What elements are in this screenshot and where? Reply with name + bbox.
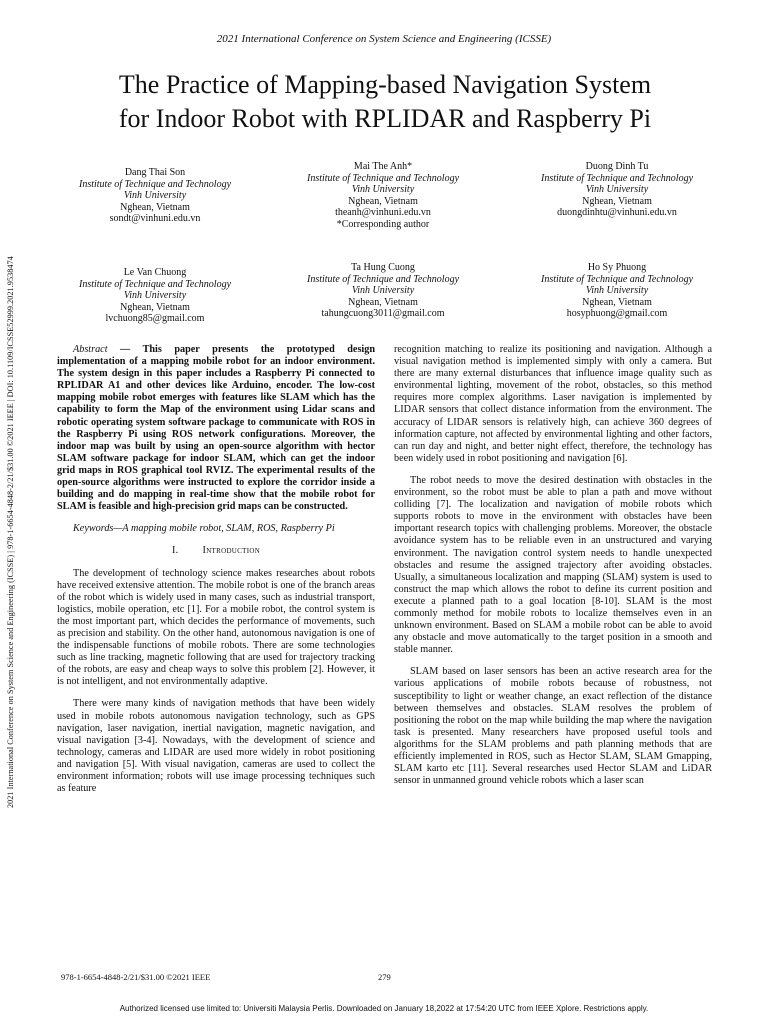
author-block-1 [50,167,260,225]
body-paragraph: There were many kinds of navigation methods that have been widely used in mobile robots autonomous navigation technology, such as GPS navigation, laser navigation, inertial navigation, magnetic navigation, and visual navigation [3-4]. Nowadays, with the development of science and technology, cameras and LIDAR are used more widely in robot positioning and navigation [5]. With visual navigation, cameras are used to collect the environment information; robots will use image processing techniques such as feature [57,698,375,795]
author-email[interactable]: duongdinhtu@vinhuni.edu.vn [557,207,677,219]
abstract-label: Abstract [73,344,108,355]
paper-title [40,68,730,136]
author-name: Dang Thai Son [124,167,186,178]
author-institute: Institute of Technique and Technology [306,172,460,184]
author-name: Duong Dinh Tu [585,161,649,172]
author-name: Ta Hung Cuong [351,262,415,273]
author-email[interactable]: sondt@vinhuni.edu.vn [109,213,201,225]
authorized-use-notice: Authorized licensed use limited to: Universiti Malaysia Perlis. Downloaded on January 18,2022 at 17:54:20 UTC from IEEE Xplore. Restrictions apply. [119,1004,649,1013]
author-email[interactable]: lvchuong85@gmail.com [105,313,205,325]
section-number: I. [171,545,179,557]
author-university: Vinh University [123,190,187,202]
author-block-3 [512,161,722,219]
right-column [394,344,712,787]
corresponding-author-note: *Corresponding author [336,218,430,230]
author-location: Nghean, Vietnam [582,195,652,207]
side-identifier-text: 2021 International Conference on System Science and Engineering (ICSSE) | 978-1-6654-4848-2/21/$31.00 ©2021 IEEE | DOI: 10.1109/ICSSE52999.2021.9538474 [6,256,15,808]
author-location: Nghean, Vietnam [348,195,418,207]
abstract [57,344,375,513]
author-university: Vinh University [585,184,649,196]
left-column [57,344,375,795]
author-institute: Institute of Technique and Technology [78,278,232,290]
keywords: Keywords—A mapping mobile robot, SLAM, ROS, Raspberry Pi [73,523,335,535]
section-heading-introduction [57,545,375,557]
page-number: 279 [378,972,391,982]
author-institute: Institute of Technique and Technology [540,172,694,184]
author-block-5 [278,262,488,320]
author-university: Vinh University [123,290,187,302]
author-block-6 [512,262,722,320]
author-location: Nghean, Vietnam [120,201,190,213]
author-location: Nghean, Vietnam [120,301,190,313]
author-location: Nghean, Vietnam [582,296,652,308]
abstract-text: — This paper presents the prototyped design implementation of a mapping mobile robot for an indoor environment. The system design in this paper includes a Raspberry Pi connected to RPLIDAR A1 and other devices like Arduino, encoder. The low-cost mapping mobile robot emerges with features like SLAM which has the capability to form the Map of the environment using Lidar scans and robotic operating system software package to communicate with ROS in the Raspberry Pi using ROS network configurations. Moreover, the indoor map was built by using an open-source algorithm with hector SLAM software package for indoor SLAM, which can get the indoor grid maps in ROS graphical tool RVIZ. The experimental results of the open-source algorithms were instructed to explore the corridor inside a building and do mapping in real-time show that the mobile robot for SLAM is feasible and high-precision grid maps can be constructed. [57,344,375,513]
author-institute: Institute of Technique and Technology [78,178,232,190]
body-paragraph: SLAM based on laser sensors has been an active research area for the various applications of mobile robots because of robustness, not susceptibility to light or weather change, an exact reflection of the distance between themselves and obstacles. SLAM resolves the problem of positioning the robot on the map while building the map where the navigation task is presented. Many researchers have proposed useful tools and algorithms for the SLAM problems and path planning methods that are efficiently implemented in ROS, such as Hector SLAM, SLAM Gmapping, SLAM karto etc [11]. Several researches used Hector SLAM and LiDAR sensor in unmanned ground vehicle robots which a laser scan [394,666,712,787]
author-institute: Institute of Technique and Technology [306,273,460,285]
author-location: Nghean, Vietnam [348,296,418,308]
author-email[interactable]: hosyphuong@gmail.com [566,308,668,320]
author-email[interactable]: theanh@vinhuni.edu.vn [335,207,431,219]
footer-copyright: 978-1-6654-4848-2/21/$31.00 ©2021 IEEE [61,972,211,982]
author-block-2 [278,161,488,231]
author-name: Le Van Chuong [123,267,187,278]
conference-header: 2021 International Conference on System Science and Engineering (ICSSE) [216,33,552,45]
side-identifier [6,188,20,808]
author-name: Mai The Anh* [353,161,413,172]
section-title: Introduction [202,545,261,557]
title-line-1: The Practice of Mapping-based Navigation System [118,70,652,99]
author-university: Vinh University [351,184,415,196]
author-university: Vinh University [585,285,649,297]
title-line-2: for Indoor Robot with RPLIDAR and Raspberry Pi [118,104,652,133]
author-university: Vinh University [351,285,415,297]
body-paragraph: The robot needs to move the desired destination with obstacles in the environment, so the robot must be able to plan a path and move without colliding [7]. The localization and navigation of mobile robots which supports robots to move in the environment with obstacles have been important research topics with challenging problems. Moreover, the obstacle avoidance system has to be reliable even in an unstructured and varying environment. The navigation control system needs to handle unexpected obstacles and resume the assigned trajectory after avoiding obstacles. Usually, a simultaneous localization and mapping (SLAM) system is used to construct the map which allows the robot to define its current position and execute a planned path to a goal location [8-10]. SLAM is the most commonly method for mobile robots to localize themselves even in an unknown environment. Based on SLAM a mobile robot can be able to avoid any obstacle and move automatically to the target position in a smooth and stable manner. [394,474,712,656]
author-block-4 [50,267,260,325]
author-name: Ho Sy Phuong [587,262,647,273]
author-institute: Institute of Technique and Technology [540,273,694,285]
body-paragraph: recognition matching to realize its positioning and navigation. Although a visual navigation method is implemented simply with only a camera. But there are many external disturbances that influence image quality such as environmental lighting, movement of the robot, obstacles, so this method requires more complex algorithms. Laser navigation is implemented by LIDAR sensors that collect distance information from the environment. The accuracy of LIDAR sensors is relatively high, can achieve 360 degrees of information capture, not affected by environmental lighting and other factors, can run day and night, and better night effect, therefore, the technology has been widely used in robot positioning and navigation [6]. [394,344,712,464]
author-email[interactable]: tahungcuong3011@gmail.com [321,308,445,320]
body-paragraph: The development of technology science makes researches about robots have received extensive attention. The mobile robot is one of the branch areas of the robot which is widely used in many cases, such as industrial transport, logistics, mobile operation, etc [1]. For a mobile robot, the control system is the most important part, which decides the performance of movements, such as precision and stability. On the other hand, autonomous navigation is one of the indispensable functions of mobile robots. There are some technologies such as line tracking, magnetic following that are used for trajectory tracking of the robots, are easy and cheap ways to solve this problem [2]. However, it is not intelligent, and not environmentally adaptive. [57,567,375,688]
